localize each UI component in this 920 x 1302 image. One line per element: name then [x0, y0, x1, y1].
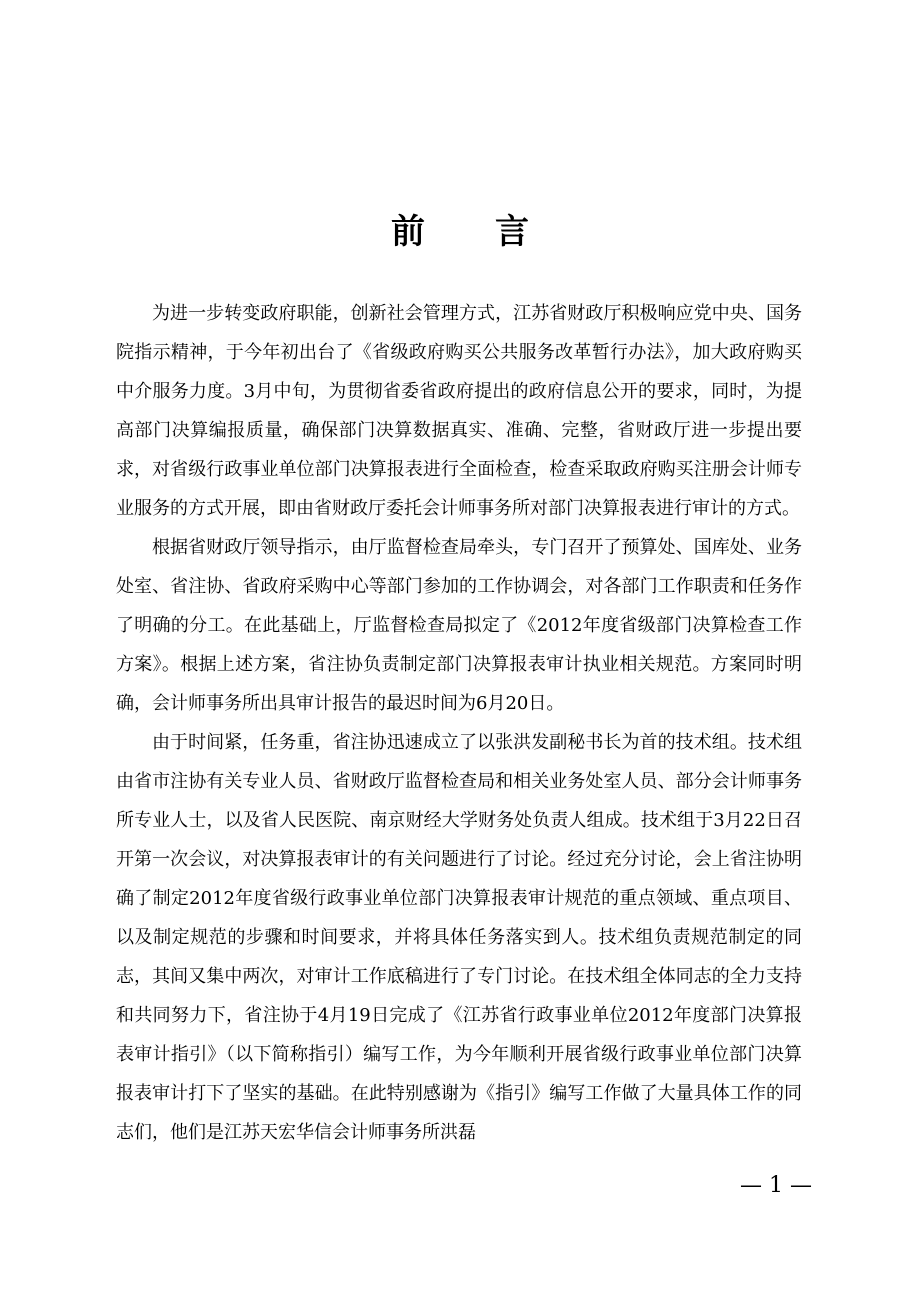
paragraph-2: 根据省财政厅领导指示，由厅监督检查局牵头，专门召开了预算处、国库处、业务处室、省注协、省政府采购中心等部门参加的工作协调会，对各部门工作职责和任务作了明确的分工。在此基础上，厅监督检查局拟定了《2012年度省级部门决算检查工作方案》。根据上述方案，省注协负责制定部门决算报表审计执业相关规范。方案同时明确，会计师事务所出具审计报告的最迟时间为6月20日。: [116, 537, 802, 714]
page-title: 前言: [391, 212, 599, 252]
paragraph-3: 由于时间紧，任务重，省注协迅速成立了以张洪发副秘书长为首的技术组。技术组由省市注协有关专业人员、省财政厅监督检查局和相关业务处室人员、部分会计师事务所专业人士，以及省人民医院、南京财经大学财务处负责人组成。技术组于3月22日召开第一次会议，对决算报表审计的有关问题进行了讨论。经过充分讨论，会上省注协明确了制定2012年度省级行政事业单位部门决算报表审计规范的重点领域、重点项目、以及制定规范的步骤和时间要求，并将具体任务落实到人。技术组负责规范制定的同志，其间又集中两次，对审计工作底稿进行了专门讨论。在技术组全体同志的全力支持和共同努力下，省注协于4月19日完成了《江苏省行政事业单位2012年度部门决算报表审计指引》（以下简称指引）编写工作，为今年顺利开展省级行政事业单位部门决算报表审计打下了坚实的基础。在此特别感谢为《指引》编写工作做了大量具体工作的同志们，他们是江苏天宏华信会计师事务所洪磊: [116, 732, 802, 1143]
page-number: — 1 —: [740, 1173, 812, 1198]
paragraph-1: 为进一步转变政府职能，创新社会管理方式，江苏省财政厅积极响应党中央、国务院指示精神，于今年初出台了《省级政府购买公共服务改革暂行办法》，加大政府购买中介服务力度。3月中旬，为贯彻省委省政府提出的政府信息公开的要求，同时，为提高部门决算编报质量，确保部门决算数据真实、准确、完整，省财政厅进一步提出要求，对省级行政事业单位部门决算报表进行全面检查，检查采取政府购买注册会计师专业服务的方式开展，即由省财政厅委托会计师事务所对部门决算报表进行审计的方式。: [116, 303, 802, 519]
body-text: [116, 294, 802, 1152]
